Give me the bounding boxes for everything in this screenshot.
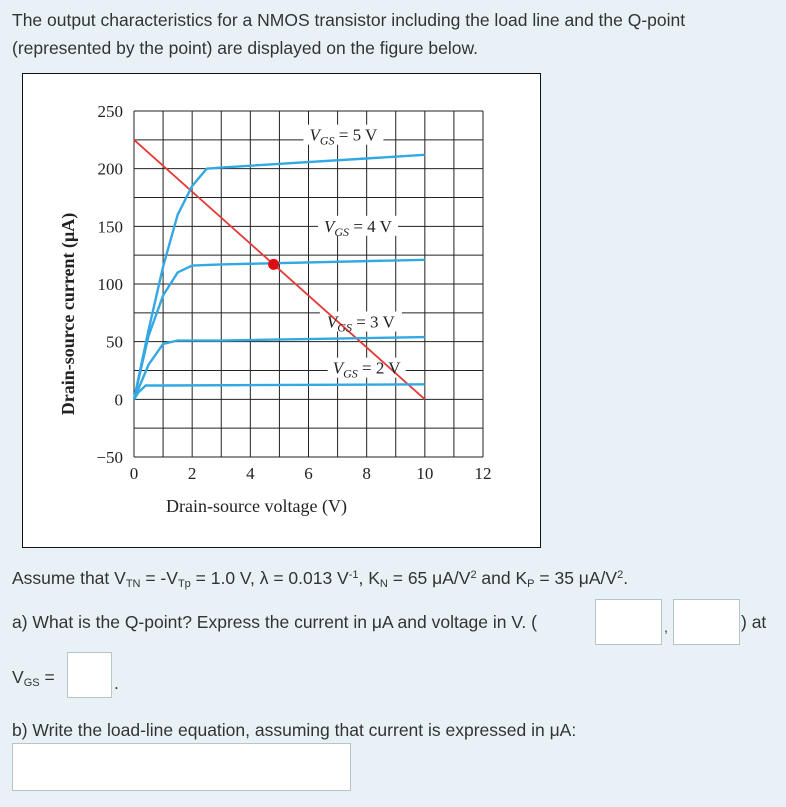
assume-eq5: and K — [476, 568, 528, 588]
vgs-period: . — [114, 673, 119, 693]
assume-exp3: 2 — [617, 569, 624, 581]
assume-eq2: = 1.0 V, λ = 0.013 V — [190, 568, 349, 588]
y-tick-label: 150 — [97, 217, 123, 237]
part-b-text: b) Write the load-line equation, assuming that current is expressed in μA: — [12, 720, 577, 740]
x-tick-label: 2 — [187, 464, 197, 483]
y-tick-label: 250 — [97, 102, 123, 121]
part-a-text: a) What is the Q-point? Express the current in μA and voltage in V. ( — [12, 612, 537, 632]
assume-eq3: , K — [358, 568, 380, 588]
assume-exp1: -1 — [348, 569, 359, 581]
q-point-voltage-input[interactable] — [673, 599, 740, 645]
assume-tn-sub: TN — [125, 578, 141, 590]
assume-tp-sub: Tp — [177, 578, 191, 590]
part-a-comma: , — [664, 619, 668, 635]
chart-figure — [22, 73, 541, 548]
x-tick-label: 0 — [129, 464, 139, 483]
y-tick-label: 200 — [97, 159, 123, 179]
assume-eq6: = 35 μA/V — [534, 568, 618, 588]
assume-end: . — [623, 568, 629, 588]
x-tick-label: 12 — [474, 464, 492, 483]
intro-line-2: (represented by the point) are displayed on the figure below. — [12, 38, 478, 58]
assume-eq1: = -V — [140, 568, 178, 588]
x-tick-label: 8 — [362, 464, 371, 483]
part-a-close: ) at — [741, 612, 767, 632]
y-tick-label: 50 — [106, 332, 123, 352]
x-tick-label: 10 — [416, 464, 434, 483]
assume-kn-sub: N — [379, 578, 388, 590]
x-axis-label: Drain-source voltage (V) — [166, 496, 347, 516]
y-tick-label: −50 — [96, 448, 123, 467]
vgs-input[interactable] — [67, 652, 112, 698]
assume-kp-sub: P — [527, 578, 535, 590]
q-point-current-input[interactable] — [595, 599, 662, 645]
curve-label: $V_{GS} = 5$ V — [309, 125, 378, 148]
curve-label: $V_{GS} = 2$ V — [332, 358, 401, 381]
vgs-label — [12, 666, 55, 694]
question-intro — [12, 6, 777, 62]
vgs-label-v: V — [12, 667, 24, 687]
assume-eq4: = 65 μA/V — [387, 568, 471, 588]
y-tick-label: 0 — [114, 390, 123, 410]
x-tick-label: 4 — [246, 464, 255, 483]
intro-line-1: The output characteristics for a NMOS transistor including the load line and the Q-point — [12, 10, 686, 30]
chart-svg — [23, 74, 542, 549]
y-tick-label: 100 — [97, 275, 123, 294]
curve-label: $V_{GS} = 3$ V — [326, 312, 395, 335]
vgs-label-eq: = — [39, 667, 55, 687]
x-tick-label: 6 — [304, 464, 313, 483]
load-line-equation-input[interactable] — [12, 743, 351, 791]
y-axis-label: Drain-source current (μA) — [58, 212, 78, 416]
assume-prefix: Assume that V — [12, 568, 126, 588]
assume-exp2: 2 — [470, 569, 477, 581]
q-point-marker — [268, 259, 279, 270]
curve-label: $V_{GS} = 4$ V — [324, 216, 392, 239]
assumptions-text — [12, 564, 628, 595]
vgs-label-sub: GS — [23, 677, 40, 689]
